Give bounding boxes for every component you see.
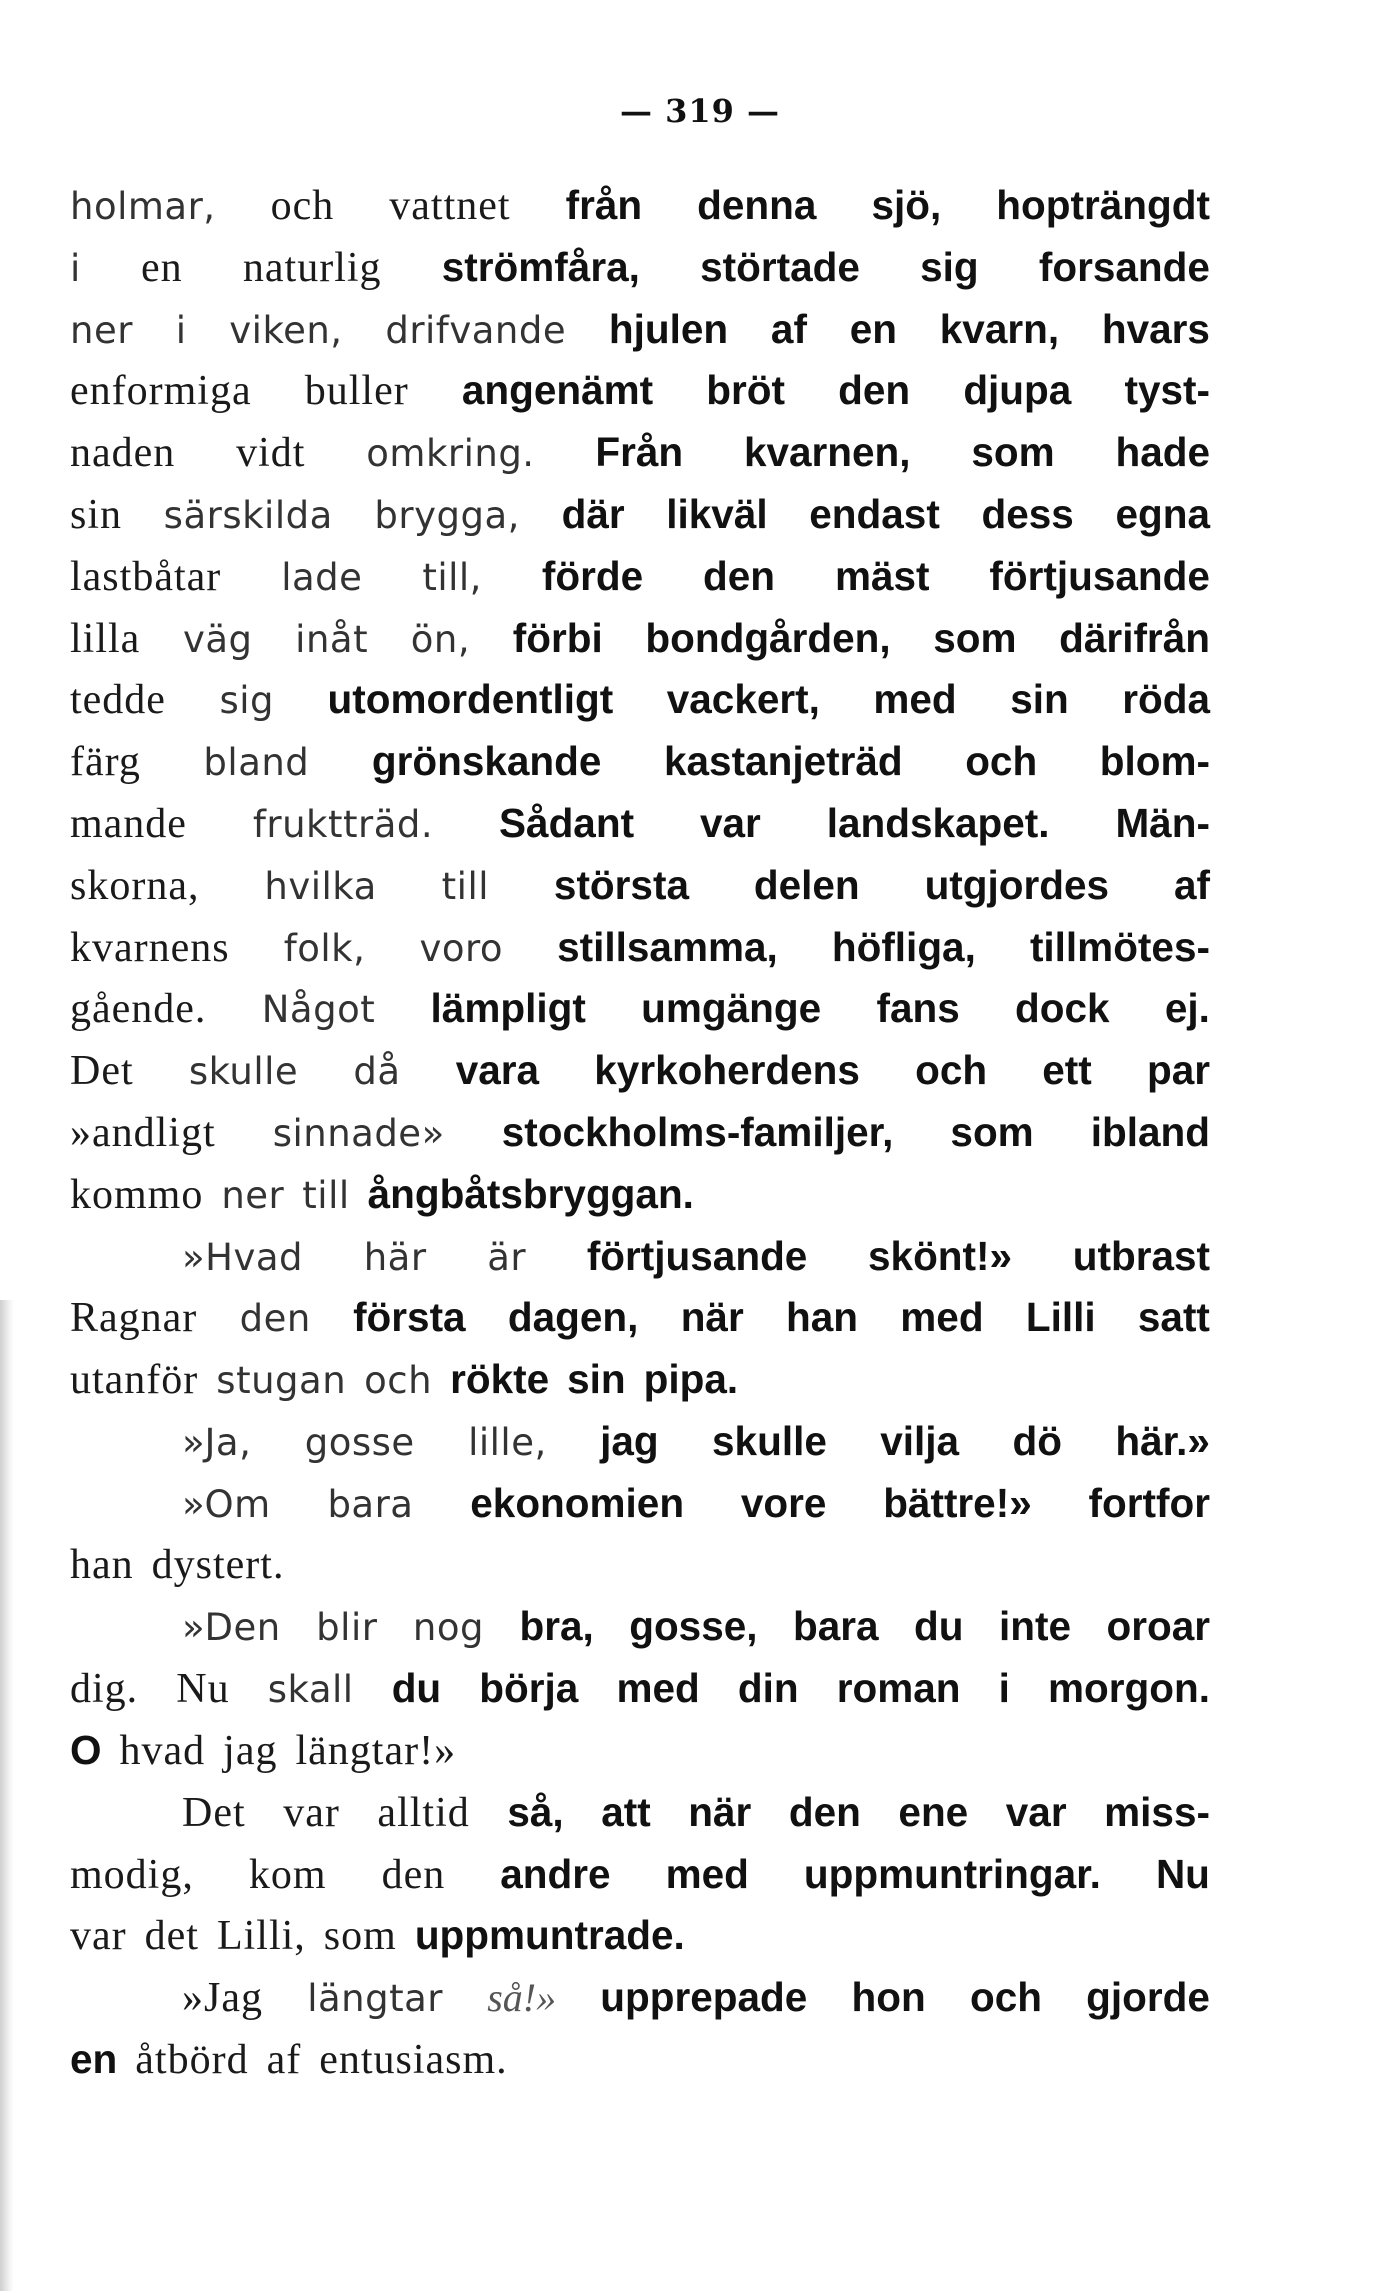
word: hvad [119,1727,206,1774]
word: en [141,244,183,291]
word: sin [70,491,123,538]
text-line [70,1473,1210,1535]
word: holmar, [70,185,216,228]
text-line [70,299,1210,361]
text-line [70,422,1210,484]
word: fans [876,985,960,1032]
word: Nu [1155,1850,1210,1897]
text-line [70,546,1210,608]
word: den [788,1788,861,1835]
word: så, [507,1788,564,1835]
word: då [353,1050,401,1094]
word: Lilli [1025,1294,1096,1341]
word: dystert. [151,1541,285,1588]
word: till, [422,555,482,599]
word: Ragnar [70,1295,198,1342]
word: oroar [1106,1603,1210,1650]
word: med [900,1294,984,1341]
word: bröt [706,367,786,414]
text-line [70,1782,1210,1844]
word: vattnet [389,183,511,229]
word: kyrkoherdens [594,1047,860,1094]
word: uppmuntringar. [803,1850,1101,1897]
word: lastbåtar [70,553,222,600]
word: och [270,183,335,229]
text-line [70,1226,1210,1288]
word: af [1173,861,1210,908]
word: som [950,1108,1034,1155]
word: vidt [236,430,306,477]
word: utbrast [1072,1232,1210,1279]
word: kvarnens [70,924,230,971]
word: särskilda [163,493,333,537]
word: omkring. [366,432,535,476]
word: alltid [377,1789,470,1836]
word: bland [203,741,310,785]
word: stockholms-familjer, [501,1108,894,1155]
body-text [70,175,1210,2091]
word: Lilli, [216,1913,306,1960]
word: hjulen [608,305,729,352]
word: likväl [666,490,768,537]
word: ångbåtsbryggan. [367,1170,694,1217]
word: fruktträd. [252,802,434,846]
word: störtade [700,243,860,290]
word: Det [182,1789,246,1836]
word: skall [267,1668,354,1712]
word: dess [981,490,1074,537]
word: förtjusande [989,552,1210,599]
word: egna [1115,490,1210,537]
text-line [70,484,1210,546]
word: det [144,1913,199,1960]
text-line [70,669,1210,731]
word: att [601,1788,651,1835]
word: blir [316,1606,378,1650]
word: umgänge [641,985,822,1032]
word: mäst [834,552,930,599]
word: den [838,367,911,414]
word: viken, [229,308,343,352]
word: var [70,1913,127,1960]
word: bara [327,1482,414,1526]
word: skulle [712,1417,827,1464]
word: nog [412,1606,484,1650]
word: denna [697,182,817,228]
text-line [70,1349,1210,1411]
word: höfliga, [831,923,976,970]
word: hvilka [264,864,377,908]
word: hade [1115,429,1210,476]
word: tillmötes- [1029,923,1210,970]
word: ön, [410,617,471,661]
word: i [998,1665,1010,1712]
word: tyst- [1124,367,1210,414]
word: djupa [963,367,1072,414]
word: Sådant [499,799,635,846]
word: så!» [487,1975,557,2021]
word: bara [792,1603,879,1650]
word: drifvande [385,308,567,352]
word: »Om [182,1482,271,1526]
word: par [1146,1047,1210,1094]
word: som [933,614,1017,661]
word: dig. [70,1666,139,1713]
word: var [699,799,761,846]
word: Män- [1115,799,1210,846]
word: när [688,1788,752,1835]
word: kvarn, [939,305,1060,352]
word: kvarnen, [743,429,911,476]
word: här.» [1115,1417,1210,1464]
word: när [680,1294,744,1341]
word: folk, [283,926,366,970]
word: vilja [880,1417,960,1464]
word: angenämt [461,367,654,414]
word: kommo [70,1171,204,1218]
word: hopträngdt [996,182,1210,228]
word: pipa. [643,1356,739,1403]
word: O [70,1726,102,1773]
word: från [565,182,643,228]
word: längtar [307,1977,443,2021]
word: enformiga [70,368,252,415]
word: strömfåra, [441,243,640,290]
word: gosse, [629,1603,758,1650]
word: du [914,1603,964,1650]
word: du [391,1665,442,1712]
word: sjö, [871,182,942,228]
word: af [266,2036,302,2083]
word: bra, [519,1603,594,1650]
word: därifrån [1059,614,1210,661]
word: sinnade» [272,1111,445,1155]
word: förde [541,552,644,599]
word: forsande [1038,243,1210,290]
word: buller [304,368,409,415]
text-line [70,360,1210,422]
text-line [70,1164,1210,1226]
word: naturlig [242,244,382,291]
word: med [873,676,957,723]
word: miss- [1104,1788,1210,1835]
word: utgjordes [924,861,1110,908]
word: dö [1012,1417,1062,1464]
word: jag [600,1417,659,1464]
text-line [70,1535,1210,1597]
word: dagen, [507,1294,639,1341]
word: ej. [1164,985,1210,1032]
word: ekonomien [470,1479,685,1526]
word: längtar!» [295,1727,457,1774]
word: rökte [450,1356,550,1403]
page-edge-shadow [0,1300,14,2291]
word: största [553,861,689,908]
word: en [70,2035,118,2082]
text-line [70,1102,1210,1164]
word: ett [1042,1047,1092,1094]
word: lämpligt [430,985,586,1032]
word: stillsamma, [557,923,778,970]
text-line [70,1658,1210,1720]
text-line [70,793,1210,855]
text-line [70,1287,1210,1349]
word: och [969,1974,1042,2021]
word: »Ja, [182,1420,252,1464]
text-line [70,1411,1210,1473]
word: Från [595,429,684,476]
word: som [971,429,1055,476]
text-line [70,1040,1210,1102]
word: bättre!» [883,1479,1032,1526]
word: Nu [176,1666,230,1713]
word: roman [836,1665,961,1712]
word: som [323,1913,397,1960]
word: inåt [295,617,369,661]
text-line [70,978,1210,1040]
word: ner [221,1173,285,1217]
word: åtbörd [135,2036,249,2083]
word: kom [248,1851,327,1898]
word: Något [261,988,376,1032]
word: och [364,1359,433,1403]
word: lilla [70,615,141,662]
word: modig, [70,1851,194,1898]
word: af [770,305,807,352]
word: inte [998,1603,1071,1650]
word: »Jag [182,1975,263,2022]
word: utomordentligt [327,676,614,723]
word: »Den [182,1606,281,1650]
word: tedde [70,677,166,724]
word: gående. [70,986,207,1033]
word: utanför [70,1357,199,1404]
word: skulle [188,1050,299,1094]
word: skorna, [70,862,200,909]
word: uppmuntrade. [414,1912,685,1959]
word: till [441,864,490,908]
text-line [70,1720,1210,1782]
word: han [786,1294,859,1341]
word: hon [851,1974,926,2021]
word: voro [419,926,504,970]
word: entusiasm. [319,2036,508,2083]
word: morgon. [1048,1665,1210,1712]
text-line [70,1596,1210,1658]
word: den [381,1851,446,1898]
word: grönskande [371,738,602,785]
text-line [70,1844,1210,1906]
word: med [616,1665,700,1712]
word: gjorde [1086,1974,1210,2021]
word: förtjusande [586,1232,808,1279]
word: röda [1122,676,1210,723]
word: var [283,1789,340,1836]
word: där [561,490,625,537]
text-line [70,1905,1210,1967]
word: fortfor [1088,1479,1210,1526]
word: färg [70,739,141,786]
word: sig [920,243,979,290]
word: i [70,246,81,290]
text-line [70,1967,1210,2029]
word: i [175,308,187,352]
word: gosse [304,1420,415,1464]
word: den [703,552,776,599]
word: ner [70,308,133,352]
word: förbi [512,614,603,661]
page-number: — 319 — [619,92,781,130]
word: din [737,1665,799,1712]
text-line [70,237,1210,299]
word: första [353,1294,466,1341]
word: här [363,1235,427,1279]
word: endast [809,490,940,537]
word: och [915,1047,988,1094]
word: vore [740,1479,827,1526]
word: var [1005,1788,1067,1835]
word: vackert, [666,676,820,723]
word: sin [567,1356,626,1403]
word: den [239,1297,311,1341]
text-line [70,731,1210,793]
word: börja [479,1665,579,1712]
word: upprepade [600,1974,808,2021]
word: med [665,1850,749,1897]
word: han [70,1541,134,1588]
word: hvars [1101,305,1210,352]
word: »Hvad [182,1235,304,1279]
word: brygga, [374,493,520,537]
word: »andligt [70,1109,216,1156]
word: vara [455,1047,540,1094]
word: är [487,1235,527,1279]
word: blom- [1099,738,1210,785]
word: naden [70,430,176,477]
text-line [70,855,1210,917]
word: mande [70,800,187,847]
word: skönt!» [868,1232,1013,1279]
text-line [70,175,1210,237]
word: andre [500,1850,611,1897]
word: sig [219,679,275,723]
word: lille, [468,1420,547,1464]
text-line [70,2029,1210,2091]
word: Det [70,1048,134,1095]
word: en [849,305,897,352]
word: ibland [1090,1108,1210,1155]
word: landskapet. [826,799,1050,846]
word: jag [223,1727,278,1774]
word: väg [182,617,253,661]
word: bondgården, [645,614,891,661]
word: och [965,738,1038,785]
text-line [70,917,1210,979]
word: lade [281,555,363,599]
word: delen [753,861,860,908]
word: dock [1015,985,1110,1032]
word: stugan [216,1359,347,1403]
word: kastanjeträd [664,738,903,785]
word: till [302,1173,350,1217]
text-line [70,608,1210,670]
word: satt [1137,1294,1210,1341]
word: ene [898,1788,969,1835]
word: sin [1010,676,1069,723]
